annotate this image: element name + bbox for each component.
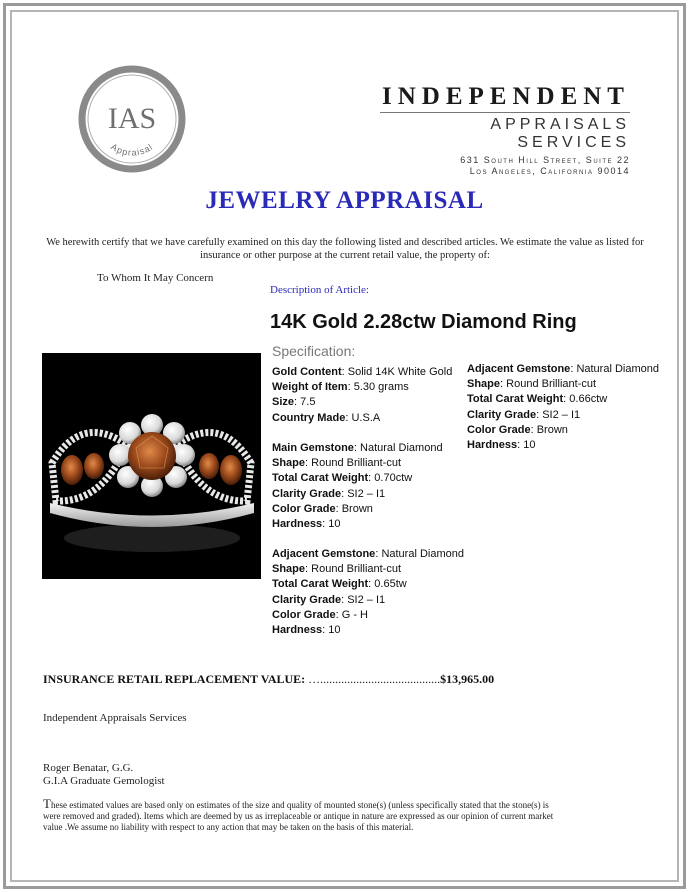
- spec-row: Hardness: 10: [467, 439, 536, 452]
- spec-key: Size: [272, 396, 295, 409]
- logo-monogram: IAS: [107, 102, 157, 135]
- spec-key: Main Gemstone: [272, 442, 354, 454]
- spec-row: Weight of Item: 5.30 grams: [272, 381, 409, 394]
- spec-row: Gold Content: Solid 14K White Gold: [272, 366, 453, 378]
- spec-value: Natural Diamond: [381, 548, 464, 560]
- spec-value: Natural Diamond: [576, 363, 659, 375]
- insurance-dots: …........................................: [308, 672, 441, 686]
- spec-row: Clarity Grade: SI2 – I1: [272, 593, 386, 606]
- spec-value: Brown: [341, 502, 373, 515]
- spec-row: Color Grade: Brown: [467, 423, 568, 436]
- spec-key: Total Carat Weight: [272, 578, 369, 591]
- logo-ring-text: Appraisal: [109, 141, 155, 158]
- spec-row: Size: 7.5: [272, 396, 316, 409]
- recipient: To Whom It May Concern: [97, 272, 214, 284]
- spec-value: SI2 – I1: [542, 408, 581, 421]
- ring-photo: [42, 353, 261, 579]
- company-address-line2: Los Angeles, California 90014: [469, 166, 630, 176]
- spec-key: Shape: [272, 563, 306, 576]
- ias-logo: [77, 64, 187, 174]
- specification-label: Specification:: [272, 343, 356, 359]
- spec-row: Hardness: 10: [272, 624, 341, 637]
- disclaimer: [43, 798, 563, 833]
- spec-value: Brown: [536, 423, 568, 436]
- spec-key: Gold Content: [272, 366, 342, 378]
- spec-value: U.S.A: [351, 411, 381, 424]
- spec-key: Color Grade: [272, 502, 336, 515]
- signatory-name: Roger Benatar, G.G.: [43, 762, 134, 774]
- spec-key: Hardness: [272, 518, 323, 531]
- spec-row: Adjacent Gemstone: Natural Diamond: [272, 548, 464, 560]
- spec-value: SI2 – I1: [347, 487, 386, 500]
- spec-value: SI2 – I1: [347, 593, 386, 606]
- spec-key: Clarity Grade: [272, 593, 342, 606]
- spec-value: 0.70ctw: [374, 472, 413, 485]
- spec-value: Round Brilliant-cut: [311, 457, 402, 470]
- certification-intro: We herewith certify that we have carefully examined on this day the following listed and described articles. We estimate the value as listed for insurance or other purpose at the current retail value, the property of:: [46, 237, 644, 261]
- spec-adjacent-gemstone-2: [467, 362, 659, 453]
- spec-key: Weight of Item: [272, 381, 348, 394]
- spec-value: 0.65tw: [374, 578, 407, 591]
- spec-row: Shape: Round Brilliant-cut: [467, 378, 597, 391]
- signatory-title: G.I.A Graduate Gemologist: [43, 775, 165, 787]
- spec-value: Round Brilliant-cut: [311, 563, 402, 576]
- spec-row: Total Carat Weight: 0.70ctw: [272, 472, 413, 485]
- spec-row: Color Grade: G - H: [272, 608, 368, 621]
- spec-key: Adjacent Gemstone: [467, 363, 571, 375]
- insurance-amount: $13,965.00: [440, 672, 495, 686]
- company-subtitle: APPRAISALS SERVICES: [490, 116, 630, 151]
- spec-key: Clarity Grade: [272, 487, 342, 500]
- spec-row: Country Made: U.S.A: [272, 411, 381, 424]
- spec-key: Total Carat Weight: [467, 393, 564, 406]
- spec-value: 10: [328, 624, 341, 637]
- spec-adjacent-gemstone-1: [272, 547, 464, 638]
- spec-row: Hardness: 10: [272, 518, 341, 531]
- spec-row: Adjacent Gemstone: Natural Diamond: [467, 363, 659, 375]
- spec-value: Solid 14K White Gold: [347, 366, 453, 378]
- spec-key: Shape: [467, 378, 501, 391]
- spec-value: Natural Diamond: [360, 442, 443, 454]
- item-title: 14K Gold 2.28ctw Diamond Ring: [270, 311, 577, 333]
- spec-key: Adjacent Gemstone: [272, 548, 376, 560]
- spec-value: 7.5: [300, 396, 316, 409]
- spec-row: Clarity Grade: SI2 – I1: [272, 487, 386, 500]
- spec-row: Clarity Grade: SI2 – I1: [467, 408, 581, 421]
- footer-company: Independent Appraisals Services: [43, 712, 187, 724]
- spec-row: Main Gemstone: Natural Diamond: [272, 442, 443, 454]
- spec-key: Hardness: [272, 624, 323, 637]
- spec-general: [272, 365, 452, 426]
- spec-row: Shape: Round Brilliant-cut: [272, 563, 402, 576]
- spec-main-gemstone: [272, 441, 443, 532]
- disclaimer-text: hese estimated values are based only on estimates of the size and quality of mounted stone(s) (unless specifically stated that the stone(s) is were removed and graded). Items which are deemed by us as irreplaceable or antique in nature are expressed as our opinion of current market value .We assume no liability with respect to any action that may be taken on the basis of this material.: [43, 800, 554, 832]
- spec-key: Country Made: [272, 411, 346, 424]
- spec-key: Total Carat Weight: [272, 472, 369, 485]
- spec-key: Color Grade: [272, 608, 336, 621]
- company-divider: [380, 112, 630, 113]
- spec-key: Hardness: [467, 439, 518, 452]
- spec-row: Total Carat Weight: 0.65tw: [272, 578, 407, 591]
- spec-key: Color Grade: [467, 423, 531, 436]
- spec-row: Shape: Round Brilliant-cut: [272, 457, 402, 470]
- spec-value: Round Brilliant-cut: [506, 378, 597, 391]
- document-title: JEWELRY APPRAISAL: [205, 187, 484, 214]
- spec-value: G - H: [341, 608, 368, 621]
- description-label: Description of Article:: [270, 284, 369, 296]
- spec-value: 0.66ctw: [569, 393, 608, 406]
- insurance-value-line: [43, 672, 494, 687]
- insurance-label: INSURANCE RETAIL REPLACEMENT VALUE:: [43, 672, 306, 686]
- company-address-line1: 631 South Hill Street, Suite 22: [460, 155, 630, 165]
- spec-value: 10: [328, 518, 341, 531]
- disclaimer-initial: T: [43, 796, 51, 811]
- spec-value: 5.30 grams: [353, 381, 409, 394]
- spec-row: Total Carat Weight: 0.66ctw: [467, 393, 608, 406]
- spec-row: Color Grade: Brown: [272, 502, 373, 515]
- spec-key: Clarity Grade: [467, 408, 537, 421]
- spec-value: 10: [523, 439, 536, 452]
- company-name: INDEPENDENT: [382, 83, 630, 110]
- spec-key: Shape: [272, 457, 306, 470]
- company-header: [380, 84, 630, 177]
